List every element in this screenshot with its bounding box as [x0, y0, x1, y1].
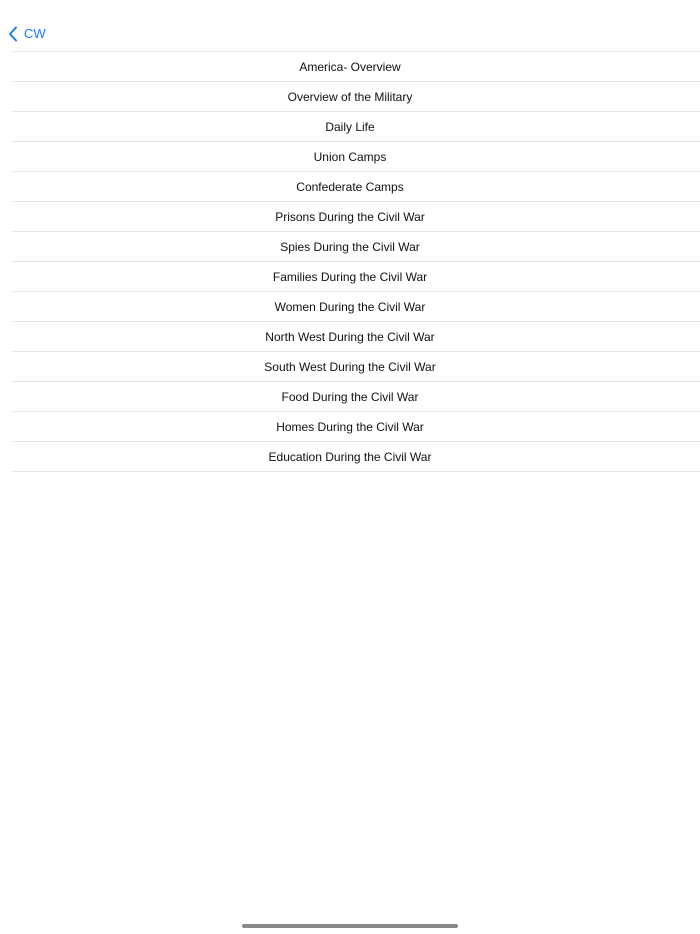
list-item-confederate-camps[interactable]: Confederate Camps	[13, 172, 700, 202]
list-item-america-overview[interactable]: America- Overview	[13, 52, 700, 82]
list-item-women[interactable]: Women During the Civil War	[13, 292, 700, 322]
topic-list	[13, 51, 700, 472]
list-item-food[interactable]: Food During the Civil War	[13, 382, 700, 412]
back-button[interactable]	[8, 23, 46, 45]
list-item-education[interactable]: Education During the Civil War	[13, 442, 700, 472]
list-item-spies[interactable]: Spies During the Civil War	[13, 232, 700, 262]
chevron-left-icon	[8, 26, 18, 42]
back-button-label: CW	[24, 26, 46, 41]
list-item-daily-life[interactable]: Daily Life	[13, 112, 700, 142]
list-item-homes[interactable]: Homes During the Civil War	[13, 412, 700, 442]
list-item-south-west[interactable]: South West During the Civil War	[13, 352, 700, 382]
list-item-north-west[interactable]: North West During the Civil War	[13, 322, 700, 352]
list-item-prisons[interactable]: Prisons During the Civil War	[13, 202, 700, 232]
navigation-bar	[0, 0, 700, 51]
list-item-families[interactable]: Families During the Civil War	[13, 262, 700, 292]
list-item-overview-of-the-military[interactable]: Overview of the Military	[13, 82, 700, 112]
home-indicator[interactable]	[242, 924, 458, 928]
list-item-union-camps[interactable]: Union Camps	[13, 142, 700, 172]
